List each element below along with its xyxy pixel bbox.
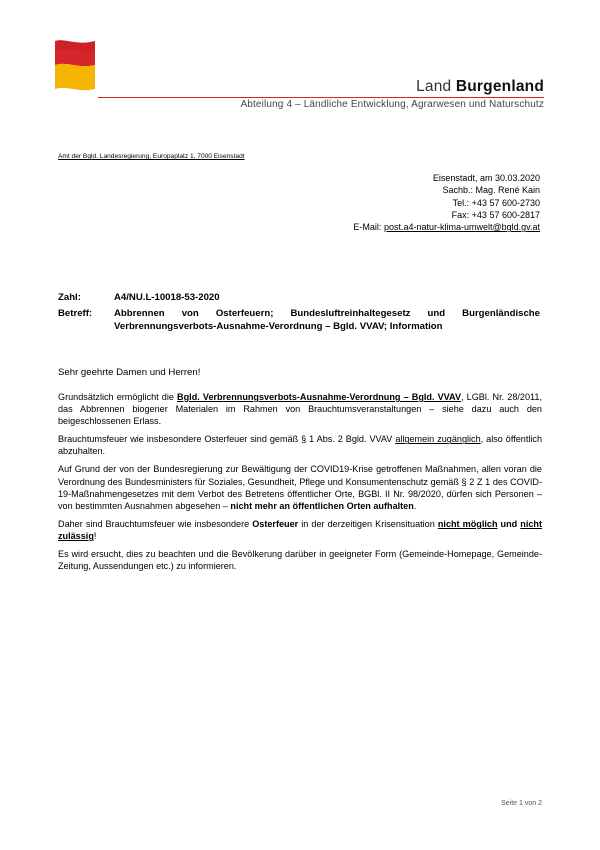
p4-text-c: in der derzeitigen Krisensituation bbox=[298, 518, 438, 529]
fax: Fax: +43 57 600-2817 bbox=[451, 209, 540, 220]
betreff-row bbox=[58, 308, 540, 333]
betreff-label: Betreff: bbox=[58, 308, 93, 320]
header-title bbox=[416, 78, 544, 96]
p4-nicht-zulaessig: nicht zulässig bbox=[58, 518, 543, 541]
page-number: Seite 1 von 2 bbox=[501, 800, 542, 807]
p4-nicht-moeglich: nicht möglich bbox=[437, 518, 498, 529]
salutation: Sehr geehrte Damen und Herren! bbox=[58, 367, 201, 378]
p1-emphasis: Bgld. Verbrennungsverbots-Ausnahme-Verordnung – Bgld. VVAV bbox=[177, 392, 462, 402]
email-line bbox=[353, 221, 540, 233]
header-title-prefix: Land bbox=[416, 78, 452, 95]
p2-emphasis: allgemein zugänglich bbox=[395, 434, 481, 445]
p2-text-a: Brauchtumsfeuer wie insbesondere Osterfeuer sind gemäß § 1 Abs. 2 Bgld. VVAV bbox=[58, 434, 396, 445]
paragraph-2 bbox=[58, 433, 542, 457]
paragraph-1 bbox=[58, 391, 542, 427]
email-link[interactable]: post.a4-natur-klima-umwelt@bgld.gv.at bbox=[383, 222, 540, 233]
zahl-value: A4/NU.L-10018-53-2020 bbox=[114, 292, 220, 303]
phone: Tel.: +43 57 600-2730 bbox=[452, 197, 540, 208]
header-rule bbox=[98, 97, 544, 98]
paragraph-3 bbox=[58, 463, 542, 511]
p4-osterfeuer: Osterfeuer bbox=[252, 518, 299, 529]
contact-block bbox=[353, 172, 540, 233]
p3-text-a: Auf Grund der von der Bundesregierung zur Bewältigung der COVID19-Krise getroffenen Maßnahmen, allen voran die Verordnung des Bundesministers für Soziales, Gesundheit, Pflege und Konsumentenschutz gemäß § 2 Z 1 des COVID-19-Maßnahmengesetzes mit dem Verbot des Betretens öffentlicher Orte, BGBl. II Nr. 98/2020, dürfen sich Personen – von bestimmten Ausnahmen abgesehen – bbox=[58, 464, 542, 511]
p1-text-a: Grundsätzlich ermöglicht die bbox=[58, 392, 178, 402]
p3-text-c: . bbox=[413, 500, 417, 511]
paragraph-4 bbox=[58, 518, 542, 542]
p4-text-a: Daher sind Brauchtumsfeuer wie insbesondere bbox=[58, 518, 253, 529]
paragraph-5: Es wird ersucht, dies zu beachten und die Bevölkerung darüber in geeigneter Form (Gemeinde-Homepage, Gemeinde-Zeitung, Aussendungen etc.) zu informieren. bbox=[58, 549, 542, 572]
zahl-row bbox=[58, 292, 540, 304]
p4-und: und bbox=[497, 518, 521, 529]
header-title-main: Burgenland bbox=[455, 78, 544, 95]
burgenland-flag-logo bbox=[52, 38, 98, 92]
clerk: Sachb.: Mag. René Kain bbox=[442, 185, 540, 196]
betreff-value: Abbrennen von Osterfeuern; Bundesluftreinhaltegesetz und Burgenländische Verbrennungsverbots-Ausnahme-Verordnung – Bgld. VVAV; Information bbox=[114, 308, 540, 332]
sender-address-line: Amt der Bgld. Landesregierung, Europaplatz 1, 7000 Eisenstadt bbox=[58, 153, 245, 160]
p3-emphasis: nicht mehr an öffentlichen Orten aufhalten bbox=[230, 500, 414, 511]
email-label: E-Mail: bbox=[353, 222, 382, 233]
reference-block bbox=[58, 292, 540, 333]
header-subtitle: Abteilung 4 – Ländliche Entwicklung, Agrarwesen und Naturschutz bbox=[240, 99, 544, 110]
place-date: Eisenstadt, am 30.03.2020 bbox=[432, 173, 540, 183]
p1-text-c: , LGBl. Nr. 28/2011, das Abbrennen biogener Materialen im Rahmen von Brauchtumsveranstaltungen – siehe dazu auch den beigeschlossenen Erlass. bbox=[58, 392, 542, 427]
p2-text-c: , also öffentlich abzuhalten. bbox=[58, 434, 543, 457]
letter-body bbox=[58, 391, 542, 578]
zahl-label: Zahl: bbox=[58, 292, 81, 303]
p4-text-g: ! bbox=[93, 530, 97, 541]
